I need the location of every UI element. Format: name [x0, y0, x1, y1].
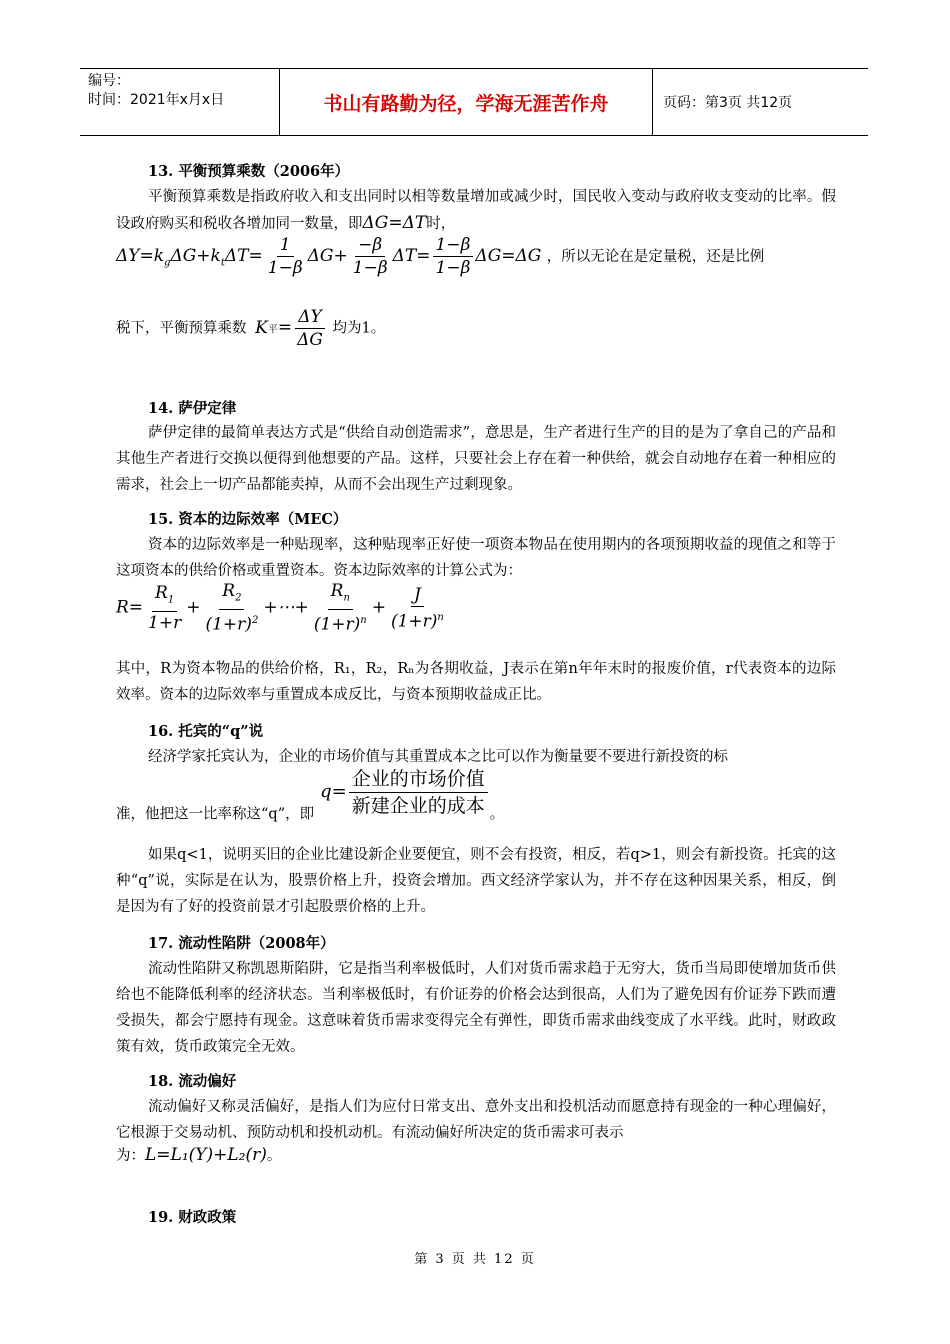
section-19-title: 19. 财政政策	[148, 1209, 237, 1226]
mec-equation: R= $\frac{R_1}{1+r}$ + $\frac{R_2}{(1+r)^2}$ +⋯+ $\frac{R_n}{(1+r)^n}$ + $\frac{J}{(1+r)^n}$	[116, 581, 444, 636]
section-18-title: 18. 流动偏好	[148, 1073, 237, 1090]
section-16-text-3: 。	[489, 806, 505, 823]
section-13-text-3: 均为1。	[332, 320, 386, 337]
section-15-paragraph: 资本的边际效率是一种贴现率，这种贴现率正好使一项资本物品在使用期内的各项预期收益的现值之和等于这项资本的供给价格或重置资本。资本边际效率的计算公式为：	[116, 537, 836, 579]
section-18-text-3: 。	[266, 1148, 282, 1164]
section-17-title: 17. 流动性陷阱（2008年）	[148, 935, 335, 952]
section-13-multiplier-line: 税下，平衡预算乘数 K平= $\frac{\Delta Y}{\Delta G}$ 均为1。	[116, 307, 386, 350]
section-16-paragraph-2: 如果q<1，说明买旧的企业比建设新企业要便宜，则不会有投资，相反，若q>1，则会有新投资。托宾的这种“q”说，实际是在认为，股票价格上升，投资会增加。西文经济学家认为，并不存在这种因果关系，相反，倒是因为有了好的投资前景才引起股票价格的上升。	[116, 847, 836, 915]
header-page-number: 页码：第3页 共12页	[663, 95, 793, 111]
section-13-paragraph	[116, 184, 836, 237]
section-14-paragraph: 萨伊定律的最简单表达方式是“供给自动创造需求”，意思是，生产者进行生产的目的是为了拿自己的产品和其他生产者进行交换以便得到他想要的产品。这样，只要社会上存在着一种供给，就会自动地存在着一种相应的需求，社会上一切产品都能卖掉，从而不会出现生产过剩现象。	[116, 425, 836, 493]
balanced-budget-equation: $\Delta Y=k_g\Delta G+k_t\Delta T=$ $\frac{1}{1-\beta}$ ΔG+ $\frac{-\beta}{1-\beta}$ ΔT= $\frac{1-\beta}{1-\beta}$ ΔG=ΔG ，所以无论在是定量税，还是比例	[116, 235, 765, 278]
section-15-explanation: 其中，R为资本物品的供给价格，R₁，R₂，Rₙ为各期收益，J表示在第n年年末时的报废价值，r代表资本的边际效率。资本的边际效率与重置成本成反比，与资本预期收益成正比。	[116, 661, 836, 703]
liquidity-preference-equation: L=L₁(Y)+L₂(r)	[145, 1145, 267, 1165]
section-17-paragraph: 流动性陷阱又称凯恩斯陷阱，它是指当利率极低时，人们对货币需求趋于无穷大，货币当局即使增加货币供给也不能降低利率的经济状态。当利率极低时，有价证券的价格会达到很高，人们为了避免因有价证券下跌而遭受损失，都会宁愿持有现金。这意味着货币需求变得完全有弹性，即货币需求曲线变成了水平线。此时，财政政策有效，货币政策完全无效。	[116, 961, 836, 1055]
section-16-title: 16. 托宾的“q”说	[148, 723, 264, 740]
q-ratio-line: 准，他把这一比率称这“q”，即q= $\frac{\text{企业的市场价值}}{\text{新建企业的成本}}$ 。	[116, 768, 505, 823]
section-13-after-eq: ，所以无论在是定量税，还是比例	[546, 249, 765, 265]
section-13-inline-eq: ΔG=ΔT	[362, 213, 427, 233]
header-time: 时间：2021年x月x日	[88, 92, 225, 108]
section-13-text-end: 时，	[426, 216, 456, 232]
header-motto: 书山有路勤为径，学海无涯苦作舟	[280, 69, 653, 135]
section-18-text-2: 为：	[116, 1148, 145, 1164]
page-footer: 第 3 页 共 12 页	[414, 1252, 536, 1267]
section-16-text: 经济学家托宾认为，企业的市场价值与其重置成本之比可以作为衡量要不要进行新投资的标	[148, 749, 728, 765]
q-ratio-fraction: $\frac{\text{企业的市场价值}}{\text{新建企业的成本}}$	[349, 766, 488, 819]
multiplier-fraction: $\frac{\Delta Y}{\Delta G}$	[297, 307, 323, 350]
section-16-text-2: 准，他把这一比率称这“q”，即	[116, 806, 315, 823]
section-13-text: 平衡预算乘数是指政府收入和支出同时以相等数量增加或减少时，国民收入变动与政府收支变动的比率。假设政府购买和税收各增加同一数量，即	[116, 189, 836, 232]
header-meta	[80, 69, 280, 135]
section-13-text-2: 税下，平衡预算乘数	[116, 320, 247, 337]
section-18-paragraph: 流动偏好又称灵活偏好，是指人们为应付日常支出、意外支出和投机活动而愿意持有现金的一种心理偏好，它根源于交易动机、预防动机和投机动机。有流动偏好所决定的货币需求可表示	[116, 1099, 836, 1141]
header-bianhao: 编号：	[88, 73, 130, 89]
multiplier-subscript: 平	[267, 324, 278, 336]
multiplier-k: K	[255, 317, 268, 338]
section-13-title: 13. 平衡预算乘数（2006年）	[148, 163, 350, 180]
section-15-title: 15. 资本的边际效率（MEC）	[148, 511, 348, 528]
section-14-title: 14. 萨伊定律	[148, 400, 237, 417]
section-18-formula-line	[116, 1142, 836, 1169]
page-header	[80, 68, 868, 136]
